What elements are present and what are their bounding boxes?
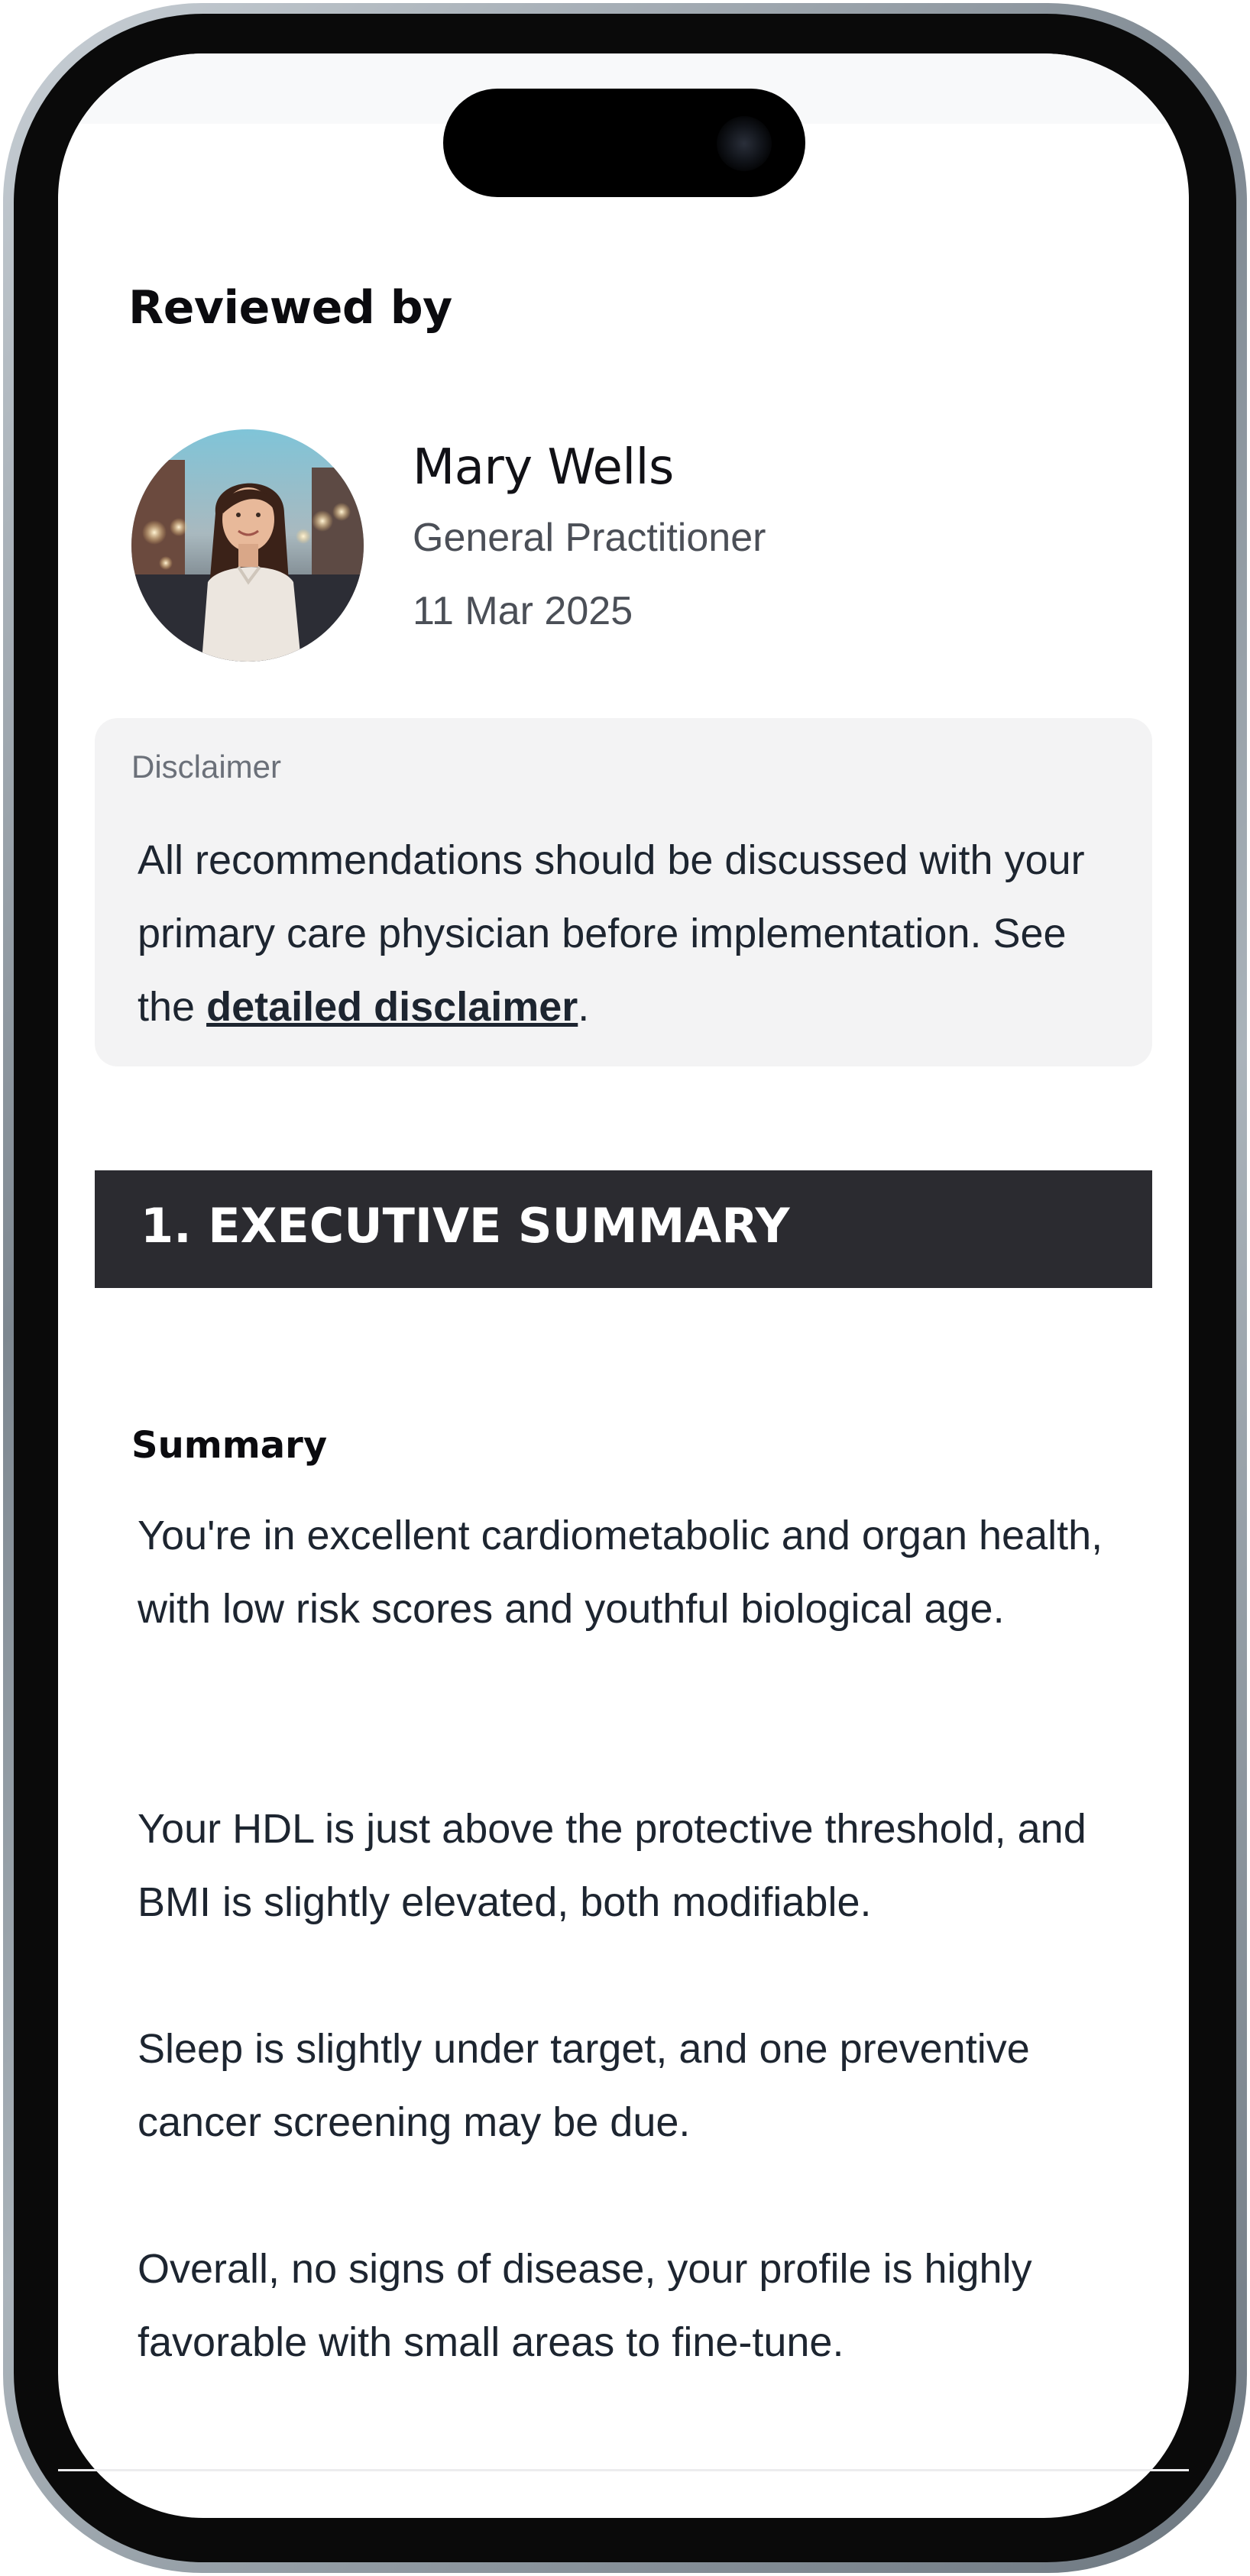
- review-date: 11 Mar 2025: [413, 589, 633, 633]
- front-camera-icon: [717, 116, 772, 171]
- disclaimer-text: [138, 824, 1131, 1044]
- summary-paragraph: Sleep is slightly under target, and one preventive cancer screening may be due.: [138, 2026, 1030, 2145]
- bottom-divider: [58, 2469, 1189, 2471]
- dynamic-island: [443, 89, 805, 197]
- reviewed-by-heading: Reviewed by: [128, 281, 452, 335]
- summary-paragraph: Overall, no signs of disease, your profile is highly favorable with small areas to fine-tune.: [138, 2246, 1032, 2365]
- disclaimer-body: All recommendations should be discussed with your primary care physician before implementation. See the: [138, 837, 1085, 1030]
- summary-label: Summary: [131, 1424, 328, 1467]
- reviewer-role: General Practitioner: [413, 516, 766, 560]
- disclaimer-period: .: [578, 984, 590, 1030]
- summary-paragraph: You're in excellent cardiometabolic and organ health, with low risk scores and youthful biological age.: [138, 1513, 1103, 1632]
- section-title: 1. EXECUTIVE SUMMARY: [141, 1198, 790, 1254]
- summary-paragraph: Your HDL is just above the protective threshold, and BMI is slightly elevated, both modifiable.: [138, 1806, 1086, 1925]
- disclaimer-title: Disclaimer: [131, 749, 282, 785]
- reviewer-photo: [131, 429, 364, 662]
- detailed-disclaimer-link[interactable]: detailed disclaimer: [206, 984, 578, 1030]
- reviewer-avatar: [131, 429, 364, 662]
- reviewer-name: Mary Wells: [413, 439, 674, 496]
